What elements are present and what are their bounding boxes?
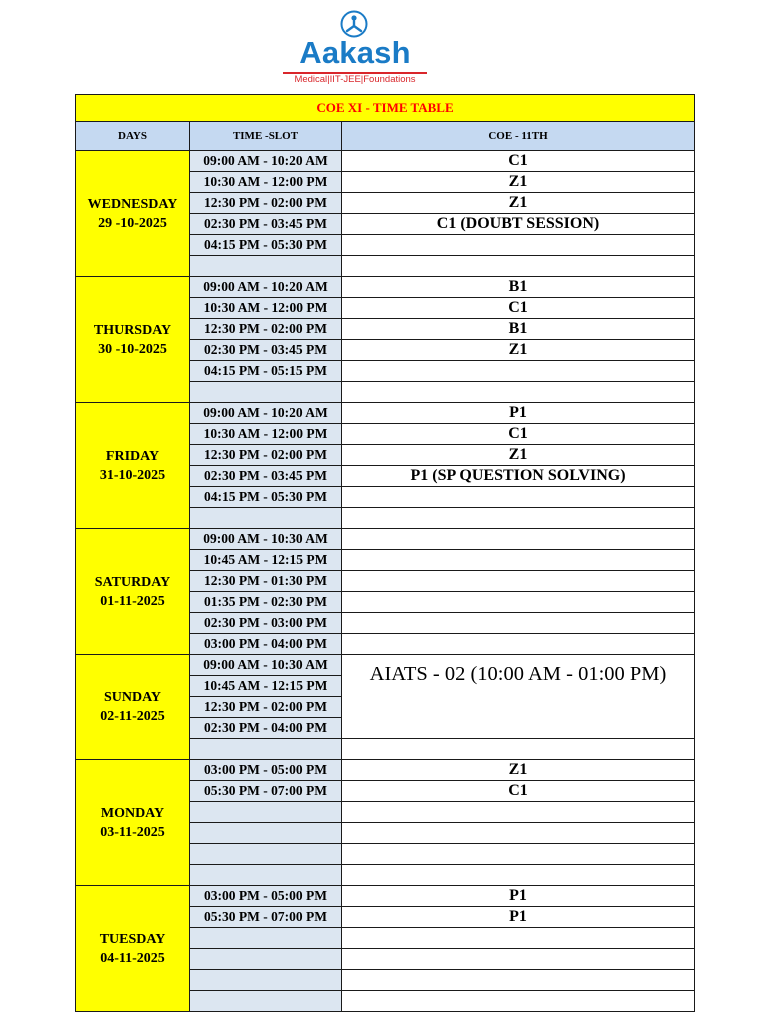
subject-cell: C1 (DOUBT SESSION) bbox=[342, 214, 695, 235]
time-slot-cell bbox=[190, 802, 342, 823]
time-slot-cell: 10:30 AM - 12:00 PM bbox=[190, 424, 342, 445]
time-slot-cell bbox=[190, 508, 342, 529]
header-coe: COE - 11TH bbox=[342, 122, 695, 151]
time-slot-cell bbox=[190, 991, 342, 1012]
time-slot-cell: 04:15 PM - 05:15 PM bbox=[190, 361, 342, 382]
time-slot-cell bbox=[190, 865, 342, 886]
subject-cell: B1 bbox=[342, 277, 695, 298]
subject-cell bbox=[342, 382, 695, 403]
subject-cell: P1 (SP QUESTION SOLVING) bbox=[342, 466, 695, 487]
time-slot-cell: 12:30 PM - 02:00 PM bbox=[190, 697, 342, 718]
header-row bbox=[76, 122, 695, 151]
time-slot-cell: 10:45 AM - 12:15 PM bbox=[190, 676, 342, 697]
logo-tagline: Medical|IIT-JEE|Foundations bbox=[283, 72, 427, 86]
subject-cell bbox=[342, 361, 695, 382]
subject-cell bbox=[342, 235, 695, 256]
time-slot-cell bbox=[190, 949, 342, 970]
schedule-row bbox=[76, 760, 695, 781]
subject-cell bbox=[342, 529, 695, 550]
time-slot-cell bbox=[190, 382, 342, 403]
exam-cell: AIATS - 02 (10:00 AM - 01:00 PM) bbox=[342, 655, 695, 739]
day-cell bbox=[76, 760, 190, 886]
subject-cell bbox=[342, 970, 695, 991]
title-row bbox=[76, 95, 695, 122]
time-slot-cell: 01:35 PM - 02:30 PM bbox=[190, 592, 342, 613]
subject-cell bbox=[342, 634, 695, 655]
time-slot-cell bbox=[190, 970, 342, 991]
subject-cell bbox=[342, 949, 695, 970]
subject-cell bbox=[342, 508, 695, 529]
time-slot-cell: 09:00 AM - 10:30 AM bbox=[190, 529, 342, 550]
time-slot-cell: 10:30 AM - 12:00 PM bbox=[190, 298, 342, 319]
subject-cell: C1 bbox=[342, 151, 695, 172]
time-slot-cell: 12:30 PM - 02:00 PM bbox=[190, 319, 342, 340]
day-date: 03-11-2025 bbox=[100, 824, 165, 840]
schedule-row bbox=[76, 151, 695, 172]
schedule-row bbox=[76, 403, 695, 424]
time-slot-cell: 09:00 AM - 10:20 AM bbox=[190, 151, 342, 172]
time-slot-cell: 12:30 PM - 02:00 PM bbox=[190, 445, 342, 466]
day-date: 30 -10-2025 bbox=[98, 341, 167, 357]
day-name: MONDAY bbox=[100, 805, 165, 821]
subject-cell bbox=[342, 991, 695, 1012]
subject-cell bbox=[342, 802, 695, 823]
subject-cell: P1 bbox=[342, 907, 695, 928]
subject-cell: Z1 bbox=[342, 193, 695, 214]
schedule-row bbox=[76, 886, 695, 907]
day-date: 01-11-2025 bbox=[100, 593, 165, 609]
subject-cell bbox=[342, 571, 695, 592]
day-cell bbox=[76, 403, 190, 529]
time-slot-cell: 09:00 AM - 10:30 AM bbox=[190, 655, 342, 676]
time-slot-cell: 03:00 PM - 04:00 PM bbox=[190, 634, 342, 655]
subject-cell bbox=[342, 550, 695, 571]
day-cell bbox=[76, 655, 190, 760]
schedule-row bbox=[76, 529, 695, 550]
subject-cell: B1 bbox=[342, 319, 695, 340]
logo-brand-text: Aakash bbox=[299, 35, 411, 70]
day-cell bbox=[76, 277, 190, 403]
day-name: WEDNESDAY bbox=[87, 196, 178, 212]
time-slot-cell bbox=[190, 739, 342, 760]
time-slot-cell: 05:30 PM - 07:00 PM bbox=[190, 781, 342, 802]
day-date: 02-11-2025 bbox=[100, 709, 165, 724]
schedule-row bbox=[76, 277, 695, 298]
subject-cell: P1 bbox=[342, 403, 695, 424]
subject-cell bbox=[342, 256, 695, 277]
day-date: 04-11-2025 bbox=[100, 950, 165, 966]
time-slot-cell: 05:30 PM - 07:00 PM bbox=[190, 907, 342, 928]
time-slot-cell: 10:30 AM - 12:00 PM bbox=[190, 172, 342, 193]
subject-cell bbox=[342, 928, 695, 949]
header-days: DAYS bbox=[76, 122, 190, 151]
subject-cell: Z1 bbox=[342, 172, 695, 193]
subject-cell: P1 bbox=[342, 886, 695, 907]
time-slot-cell: 12:30 PM - 02:00 PM bbox=[190, 193, 342, 214]
header-time-slot: TIME -SLOT bbox=[190, 122, 342, 151]
day-name: SATURDAY bbox=[94, 574, 171, 590]
subject-cell bbox=[342, 592, 695, 613]
day-cell bbox=[76, 529, 190, 655]
time-slot-cell: 02:30 PM - 04:00 PM bbox=[190, 718, 342, 739]
time-slot-cell bbox=[190, 928, 342, 949]
subject-cell bbox=[342, 487, 695, 508]
subject-cell: C1 bbox=[342, 424, 695, 445]
subject-cell bbox=[342, 823, 695, 844]
timetable bbox=[75, 94, 695, 1012]
aakash-emblem-icon bbox=[340, 10, 368, 38]
time-slot-cell: 03:00 PM - 05:00 PM bbox=[190, 760, 342, 781]
day-name: TUESDAY bbox=[99, 931, 166, 947]
subject-cell bbox=[342, 844, 695, 865]
time-slot-cell bbox=[190, 823, 342, 844]
time-slot-cell: 12:30 PM - 01:30 PM bbox=[190, 571, 342, 592]
time-slot-cell: 03:00 PM - 05:00 PM bbox=[190, 886, 342, 907]
subject-cell: Z1 bbox=[342, 445, 695, 466]
day-name: SUNDAY bbox=[103, 690, 162, 705]
day-cell bbox=[76, 151, 190, 277]
subject-cell: Z1 bbox=[342, 340, 695, 361]
time-slot-cell: 02:30 PM - 03:45 PM bbox=[190, 466, 342, 487]
day-name: FRIDAY bbox=[105, 448, 160, 464]
day-name: THURSDAY bbox=[93, 322, 172, 338]
timetable-title: COE XI - TIME TABLE bbox=[76, 95, 695, 122]
time-slot-cell: 02:30 PM - 03:45 PM bbox=[190, 340, 342, 361]
schedule-row bbox=[76, 655, 695, 676]
subject-cell bbox=[342, 613, 695, 634]
day-date: 31-10-2025 bbox=[99, 467, 166, 483]
time-slot-cell: 09:00 AM - 10:20 AM bbox=[190, 277, 342, 298]
aakash-logo bbox=[280, 10, 430, 85]
time-slot-cell: 04:15 PM - 05:30 PM bbox=[190, 235, 342, 256]
subject-cell: Z1 bbox=[342, 760, 695, 781]
day-date: 29 -10-2025 bbox=[98, 215, 167, 231]
day-cell bbox=[76, 886, 190, 1012]
time-slot-cell: 02:30 PM - 03:00 PM bbox=[190, 613, 342, 634]
time-slot-cell: 04:15 PM - 05:30 PM bbox=[190, 487, 342, 508]
subject-cell bbox=[342, 739, 695, 760]
subject-cell: C1 bbox=[342, 781, 695, 802]
time-slot-cell: 09:00 AM - 10:20 AM bbox=[190, 403, 342, 424]
time-slot-cell bbox=[190, 256, 342, 277]
subject-cell bbox=[342, 865, 695, 886]
subject-cell: C1 bbox=[342, 298, 695, 319]
time-slot-cell: 02:30 PM - 03:45 PM bbox=[190, 214, 342, 235]
time-slot-cell bbox=[190, 844, 342, 865]
time-slot-cell: 10:45 AM - 12:15 PM bbox=[190, 550, 342, 571]
